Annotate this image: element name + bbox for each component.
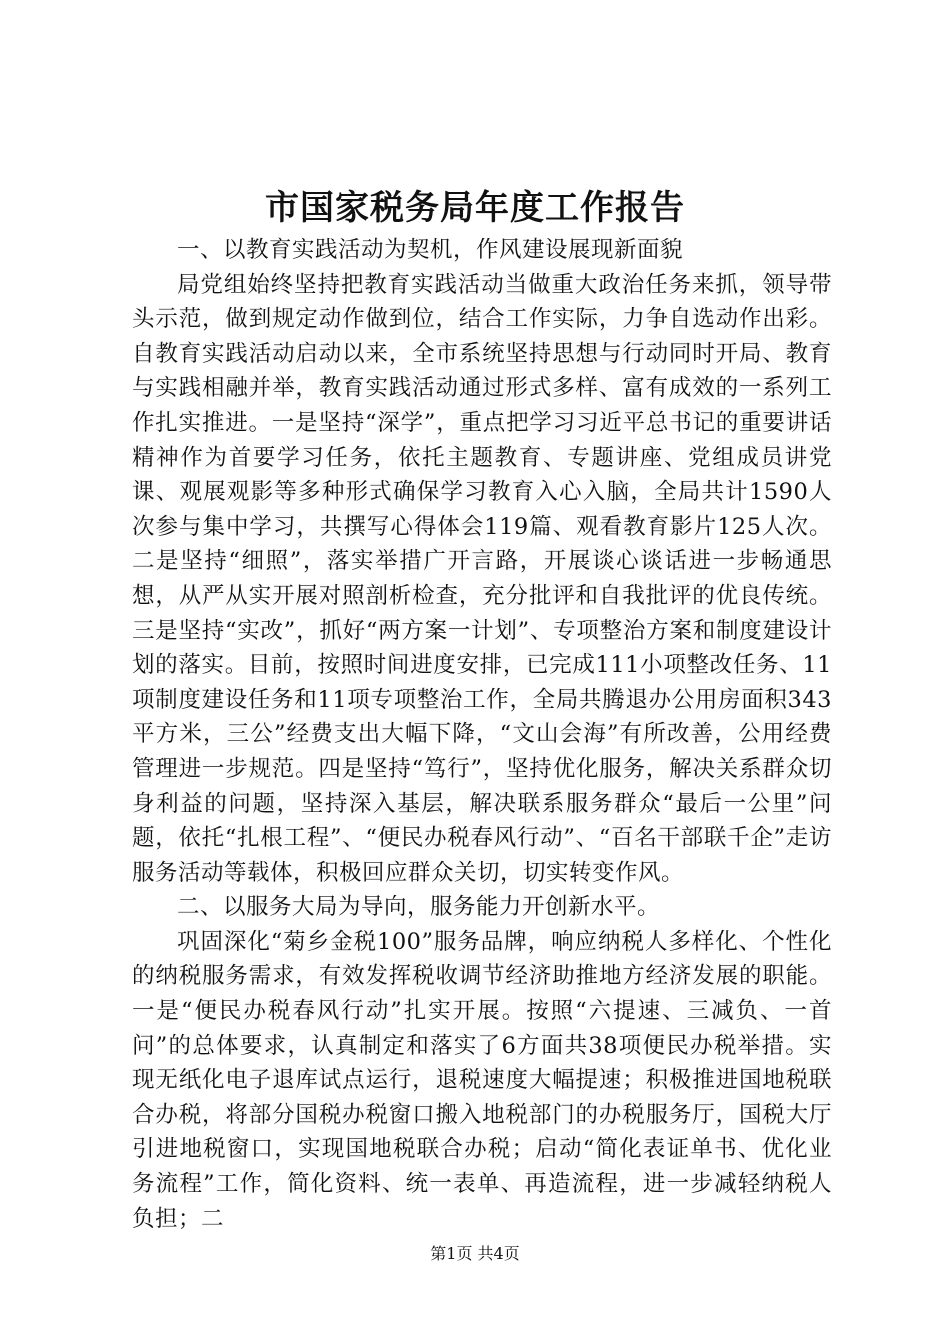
- body-paragraph: 局党组始终坚持把教育实践活动当做重大政治任务来抓，领导带头示范，做到规定动作做到位，结合工作实际，力争自选动作出彩。自教育实践活动启动以来，全市系统坚持思想与行动同时开局、教育与实践相融并举，教育实践活动通过形式多样、富有成效的一系列工作扎实推进。一是坚持“深学”，重点把学习习近平总书记的重要讲话精神作为首要学习任务，依托主题教育、专题讲座、党组成员讲党课、观展观影等多种形式确保学习教育入心入脑，全局共计1590人次参与集中学习，共撰写心得体会119篇、观看教育影片125人次。二是坚持“细照”，落实举措广开言路，开展谈心谈话进一步畅通思想，从严从实开展对照剖析检查，充分批评和自我批评的优良传统。三是坚持“实改”，抓好“两方案一计划”、专项整治方案和制度建设计划的落实。目前，按照时间进度安排，已完成111小项整改任务、11项制度建设任务和11项专项整治工作，全局共腾退办公用房面积343平方米，三公”经费支出大幅下降，“文山会海”有所改善，公用经费管理进一步规范。四是坚持“笃行”，坚持优化服务，解决关系群众切身利益的问题，坚持深入基层，解决联系服务群众“最后一公里”问题，依托“扎根工程”、“便民办税春风行动”、“百名干部联千企”走访服务活动等载体，积极回应群众关切，切实转变作风。: [132, 271, 832, 886]
- page-number: 第1页 共4页: [430, 1244, 520, 1263]
- section-heading: 二、以服务大局为导向，服务能力开创新水平。: [177, 894, 661, 921]
- document-title: 市国家税务局年度工作报告: [265, 188, 685, 228]
- section-heading: 一、以教育实践活动为契机，作风建设展现新面貌: [177, 237, 684, 263]
- body-paragraph: 巩固深化“菊乡金税100”服务品牌，响应纳税人多样化、个性化的纳税服务需求，有效发挥税收调节经济助推地方经济发展的职能。一是“便民办税春风行动”扎实开展。按照“六提速、三减负、一首问”的总体要求，认真制定和落实了6方面共38项便民办税举措。实现无纸化电子退库试点运行，退税速度大幅提速；积极推进国地税联合办税，将部分国税办税窗口搬入地税部门的办税服务厅，国税大厅引进地税窗口，实现国地税联合办税；启动“简化表证单书、优化业务流程”工作，简化资料、统一表单、再造流程，进一步减轻纳税人负担；二: [132, 928, 832, 1232]
- document-body: [132, 233, 832, 1236]
